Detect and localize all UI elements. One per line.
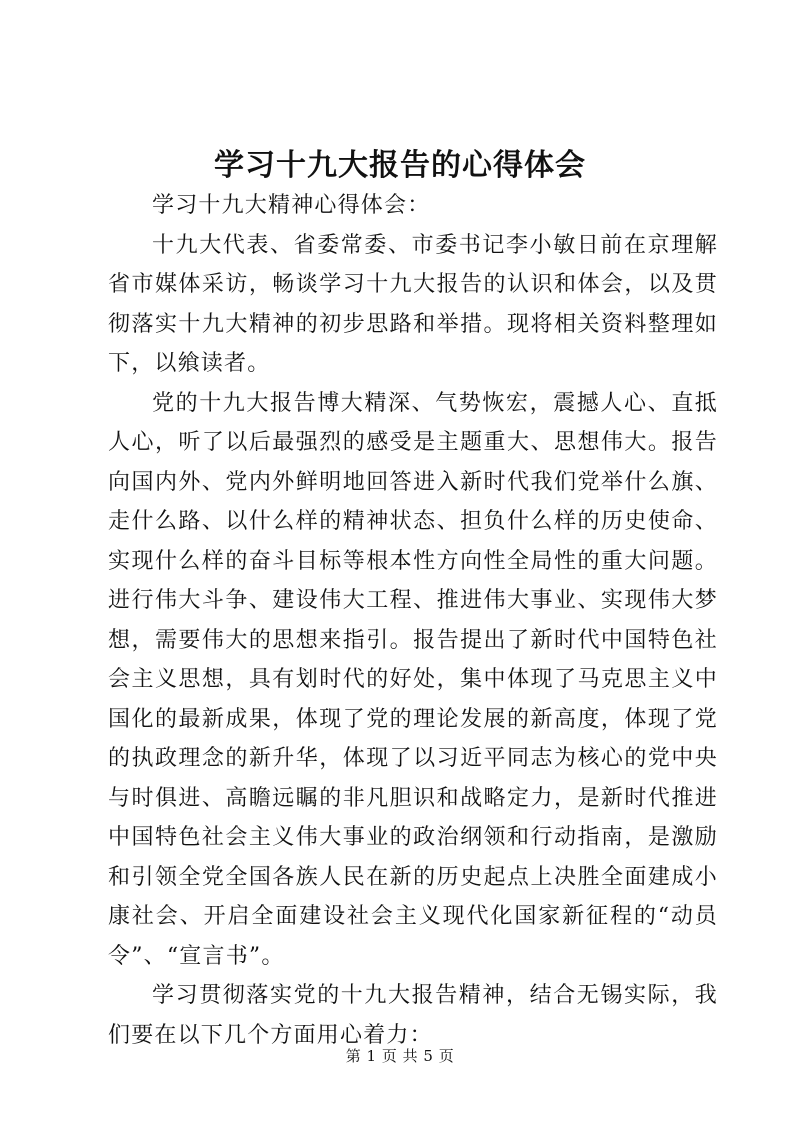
paragraph: 十九大代表、省委常委、市委书记李小敏日前在京理解省市媒体采访，畅谈学习十九大报告的认识和体会，以及贯彻落实十九大精神的初步思路和举措。现将相关资料整理如下，以飨读者。 [108,232,718,376]
paragraph: 学习贯彻落实党的十九大报告精神，结合无锡实际，我们要在以下几个方面用心着力： [108,983,718,1048]
paragraph: 学习十九大精神心得体会： [152,193,431,218]
document-body [108,186,718,1055]
paragraph: 党的十九大报告博大精深、气势恢宏，震撼人心、直抵人心，听了以后最强烈的感受是主题重大、思想伟大。报告向国内外、党内外鲜明地回答进入新时代我们党举什么旗、走什么路、以什么样的精神状态、担负什么样的历史使命、实现什么样的奋斗目标等根本性方向性全局性的重大问题。进行伟大斗争、建设伟大工程、推进伟大事业、实现伟大梦想，需要伟大的思想来指引。报告提出了新时代中国特色社会主义思想，具有划时代的好处，集中体现了马克思主义中国化的最新成果，体现了党的理论发展的新高度，体现了党的执政理念的新升华，体现了以习近平同志为核心的党中央与时俱进、高瞻远瞩的非凡胆识和战略定力，是新时代推进中国特色社会主义伟大事业的政治纲领和行动指南，是激励和引领全党全国各族人民在新的历史起点上决胜全面建成小康社会、开启全面建设社会主义现代化国家新征程的“动员令”、“宣言书”。 [108,390,718,969]
page-number-footer: 第 1 页 共 5 页 [345,1047,455,1065]
document-title: 学习十九大报告的心得体会 [214,148,586,183]
